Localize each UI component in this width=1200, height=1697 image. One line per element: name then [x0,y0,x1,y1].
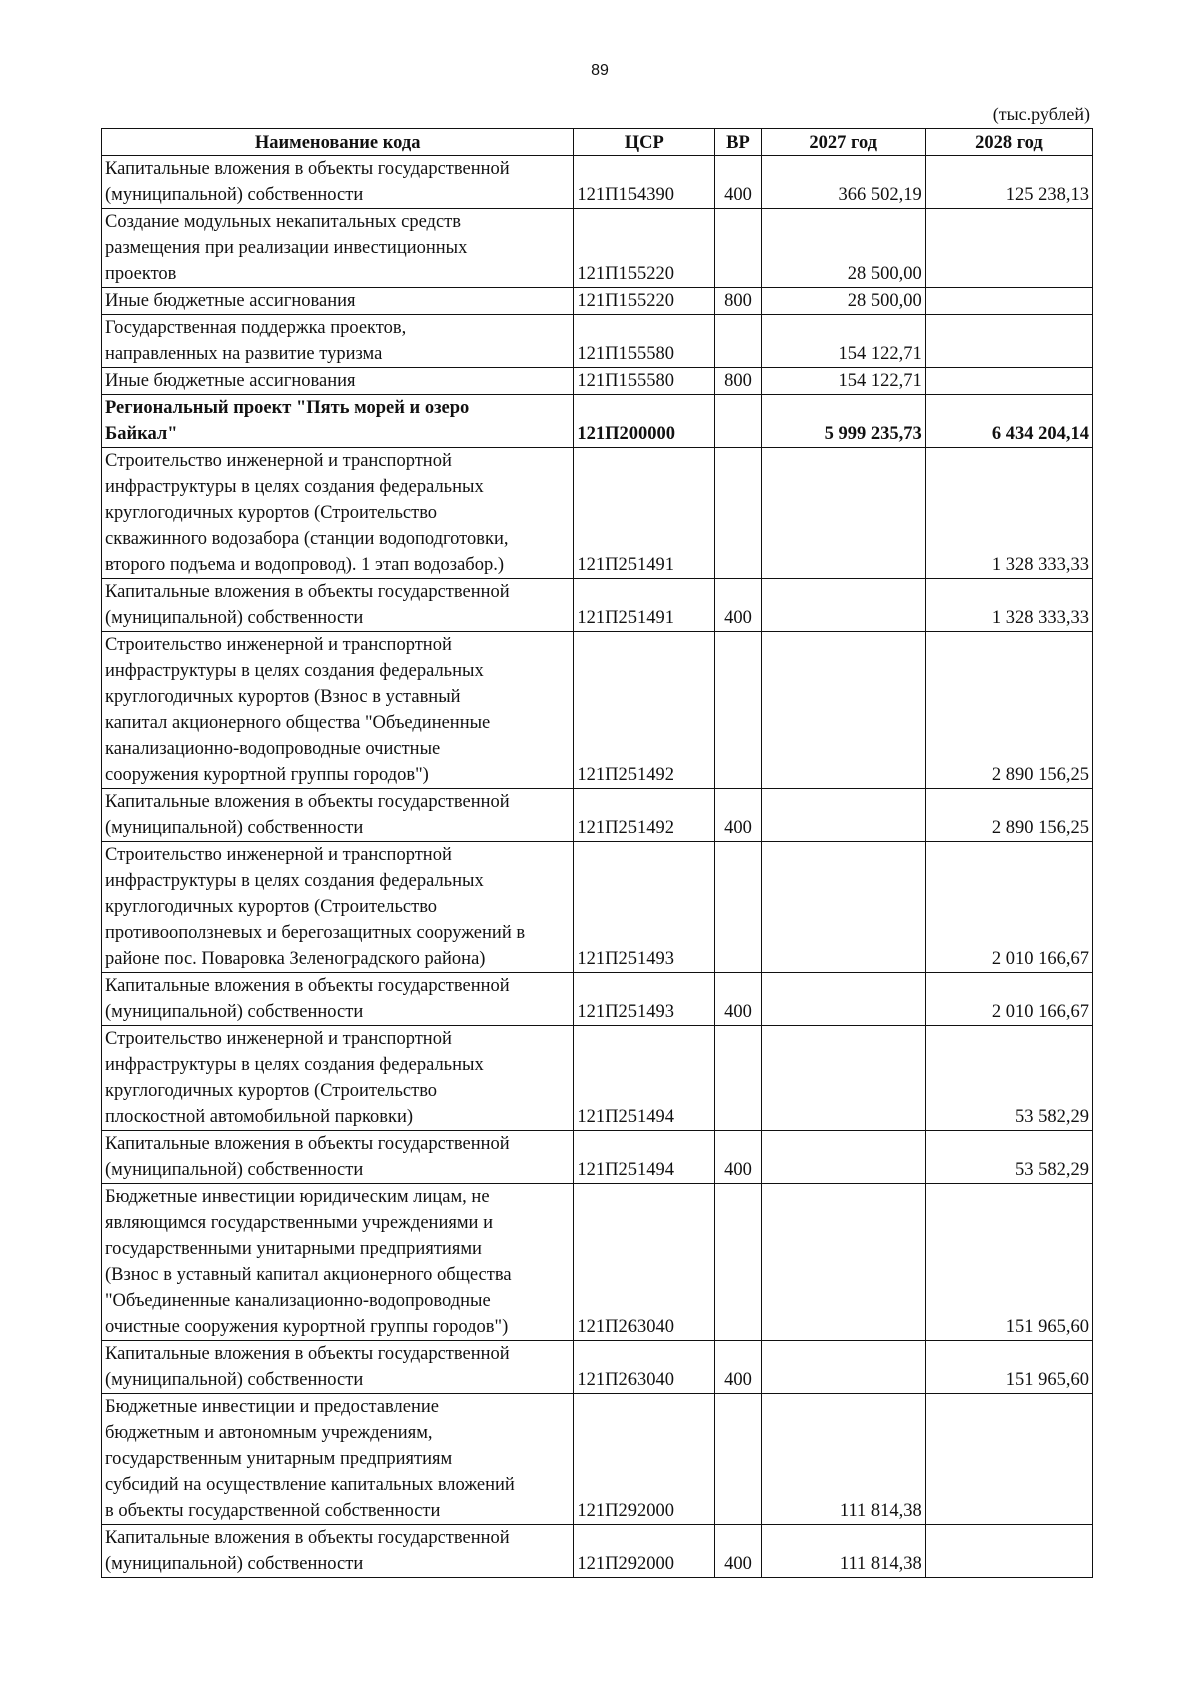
cell-name: Строительство инженерной и транспортной инфраструктуры в целях создания федеральных круглогодичных курортов (Строительство противооползневых и берегозащитных сооружений в районе пос. Поваровка Зеленоградского района) [102,842,574,973]
cell-vr: 800 [715,288,761,315]
cell-csr: 121П154390 [574,156,715,209]
cell-vr [715,315,761,368]
table-row [102,448,1093,579]
units-label: (тыс.рублей) [992,104,1090,124]
cell-csr: 121П251494 [574,1131,715,1184]
cell-vr: 400 [715,1131,761,1184]
cell-csr: 121П251494 [574,1026,715,1131]
cell-2028: 151 965,60 [925,1341,1092,1394]
table-row [102,1131,1093,1184]
cell-name: Иные бюджетные ассигнования [102,368,574,395]
cell-2028: 53 582,29 [925,1026,1092,1131]
cell-2027 [761,448,925,579]
cell-2027 [761,1026,925,1131]
cell-csr: 121П155580 [574,315,715,368]
cell-csr: 121П251493 [574,842,715,973]
cell-name: Капитальные вложения в объекты государственной (муниципальной) собственности [102,156,574,209]
cell-csr: 121П155580 [574,368,715,395]
cell-2027: 154 122,71 [761,368,925,395]
cell-2027: 28 500,00 [761,209,925,288]
cell-name: Бюджетные инвестиции юридическим лицам, не являющимся государственными учреждениями и государственными унитарными предприятиями (Взнос в уставный капитал акционерного общества "Объединенные канализационно-водопроводные очистные сооружения курортной группы городов") [102,1184,574,1341]
table-row [102,1525,1093,1578]
cell-csr: 121П155220 [574,209,715,288]
cell-2028 [925,1525,1092,1578]
cell-vr: 400 [715,156,761,209]
cell-vr: 400 [715,1341,761,1394]
cell-csr: 121П155220 [574,288,715,315]
cell-2027: 5 999 235,73 [761,395,925,448]
cell-name: Иные бюджетные ассигнования [102,288,574,315]
cell-2027 [761,789,925,842]
table-row [102,315,1093,368]
header-2028: 2028 год [925,129,1092,156]
budget-table [101,128,1093,1578]
cell-csr: 121П263040 [574,1341,715,1394]
cell-vr [715,448,761,579]
table-row [102,209,1093,288]
table-row [102,789,1093,842]
cell-2028: 125 238,13 [925,156,1092,209]
cell-2028 [925,1394,1092,1525]
header-csr: ЦСР [574,129,715,156]
cell-2027: 111 814,38 [761,1525,925,1578]
cell-csr: 121П292000 [574,1525,715,1578]
cell-csr: 121П292000 [574,1394,715,1525]
cell-vr: 400 [715,973,761,1026]
table-row [102,156,1093,209]
cell-2028 [925,209,1092,288]
table-row [102,1184,1093,1341]
cell-vr [715,209,761,288]
cell-vr [715,1026,761,1131]
cell-vr: 800 [715,368,761,395]
cell-2027: 366 502,19 [761,156,925,209]
page-number: 89 [591,62,609,79]
cell-2027 [761,632,925,789]
cell-2028: 53 582,29 [925,1131,1092,1184]
table-row [102,395,1093,448]
header-name: Наименование кода [102,129,574,156]
table-row [102,1394,1093,1525]
cell-vr: 400 [715,789,761,842]
cell-vr [715,1394,761,1525]
cell-name: Строительство инженерной и транспортной инфраструктуры в целях создания федеральных круглогодичных курортов (Взнос в уставный капитал акционерного общества "Объединенные канализационно-водопроводные очистные сооружения курортной группы городов") [102,632,574,789]
cell-vr: 400 [715,1525,761,1578]
cell-name: Создание модульных некапитальных средств размещения при реализации инвестиционных проектов [102,209,574,288]
cell-2028 [925,288,1092,315]
cell-vr [715,1184,761,1341]
cell-name: Капитальные вложения в объекты государственной (муниципальной) собственности [102,1131,574,1184]
cell-csr: 121П251493 [574,973,715,1026]
cell-csr: 121П251492 [574,789,715,842]
cell-name: Региональный проект "Пять морей и озеро Байкал" [102,395,574,448]
cell-csr: 121П251492 [574,632,715,789]
cell-2028: 2 010 166,67 [925,842,1092,973]
header-2027: 2027 год [761,129,925,156]
cell-2027: 154 122,71 [761,315,925,368]
table-row [102,1341,1093,1394]
cell-2028: 6 434 204,14 [925,395,1092,448]
cell-2028: 2 010 166,67 [925,973,1092,1026]
table-row [102,288,1093,315]
header-vr: ВР [715,129,761,156]
cell-2028: 2 890 156,25 [925,789,1092,842]
cell-2028 [925,315,1092,368]
cell-name: Бюджетные инвестиции и предоставление бюджетным и автономным учреждениям, государственным унитарным предприятиям субсидий на осуществление капитальных вложений в объекты государственной собственности [102,1394,574,1525]
cell-vr [715,632,761,789]
cell-csr: 121П251491 [574,579,715,632]
cell-name: Капитальные вложения в объекты государственной (муниципальной) собственности [102,1341,574,1394]
cell-2028 [925,368,1092,395]
table-row [102,973,1093,1026]
cell-csr: 121П251491 [574,448,715,579]
cell-name: Капитальные вложения в объекты государственной (муниципальной) собственности [102,973,574,1026]
cell-name: Строительство инженерной и транспортной инфраструктуры в целях создания федеральных круглогодичных курортов (Строительство плоскостной автомобильной парковки) [102,1026,574,1131]
cell-name: Капитальные вложения в объекты государственной (муниципальной) собственности [102,1525,574,1578]
cell-vr [715,842,761,973]
table-header-row [102,129,1093,156]
cell-2027 [761,842,925,973]
cell-name: Капитальные вложения в объекты государственной (муниципальной) собственности [102,789,574,842]
cell-name: Строительство инженерной и транспортной инфраструктуры в целях создания федеральных круглогодичных курортов (Строительство скважинного водозабора (станции водоподготовки, второго подъема и водопровод). 1 этап водозабор.) [102,448,574,579]
table-body [102,156,1093,1578]
cell-2028: 151 965,60 [925,1184,1092,1341]
cell-2027 [761,1184,925,1341]
cell-2028: 1 328 333,33 [925,579,1092,632]
cell-name: Государственная поддержка проектов, направленных на развитие туризма [102,315,574,368]
cell-2028: 2 890 156,25 [925,632,1092,789]
table-row [102,632,1093,789]
cell-csr: 121П263040 [574,1184,715,1341]
cell-csr: 121П200000 [574,395,715,448]
cell-2027 [761,1341,925,1394]
cell-2027 [761,973,925,1026]
cell-2027 [761,579,925,632]
cell-vr [715,395,761,448]
cell-2027 [761,1131,925,1184]
cell-name: Капитальные вложения в объекты государственной (муниципальной) собственности [102,579,574,632]
cell-2027: 111 814,38 [761,1394,925,1525]
table-row [102,368,1093,395]
cell-vr: 400 [715,579,761,632]
table-row [102,1026,1093,1131]
cell-2028: 1 328 333,33 [925,448,1092,579]
table-row [102,842,1093,973]
cell-2027: 28 500,00 [761,288,925,315]
table-row [102,579,1093,632]
